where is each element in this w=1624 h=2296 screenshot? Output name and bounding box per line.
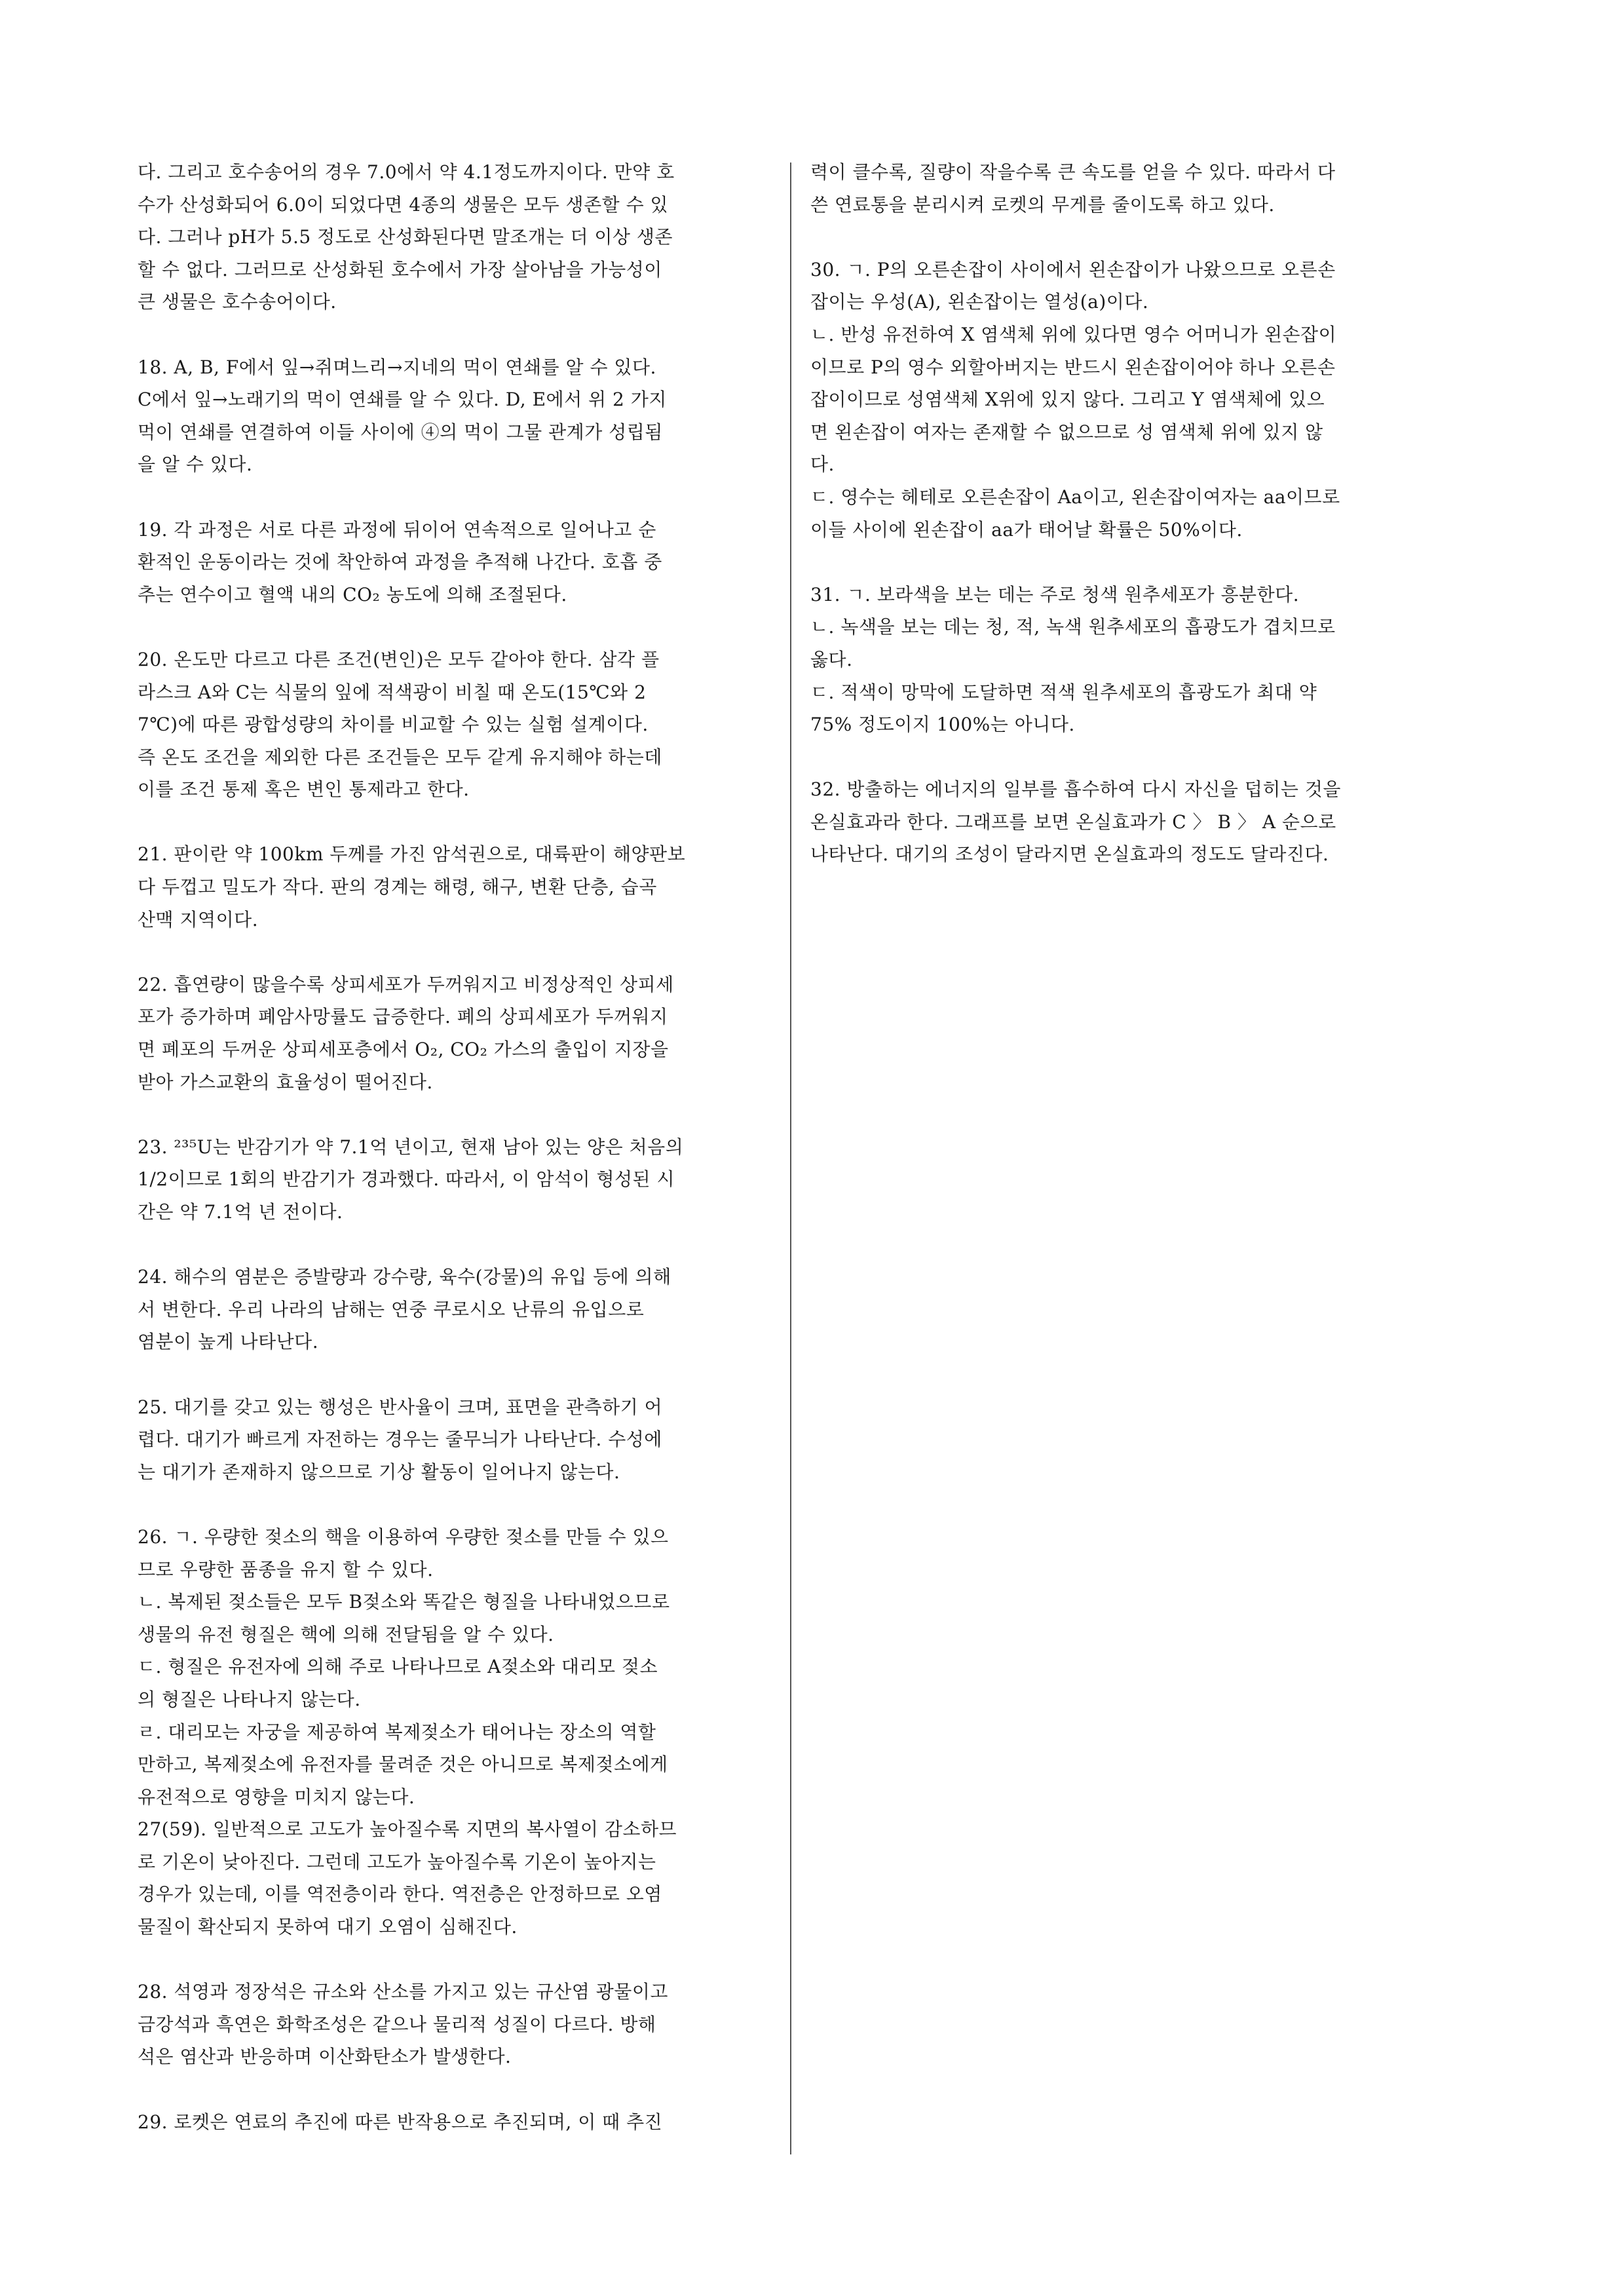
text-line: 력이 클수록, 질량이 작을수록 큰 속도를 얻을 수 있다. 따라서 다 — [810, 161, 1336, 183]
text-line: ㄷ. 형질은 유전자에 의해 주로 나타나므로 A젖소와 대리모 젖소 — [138, 1656, 658, 1678]
text-line: 25. 대기를 갖고 있는 행성은 반사율이 크며, 표면을 관측하기 어 — [138, 1396, 663, 1418]
text-line: C에서 잎→노래기의 먹이 연쇄를 알 수 있다. D, E에서 위 2 가지 — [138, 389, 667, 411]
answer-paragraph — [138, 1521, 770, 1813]
text-line: 경우가 있는데, 이를 역전층이라 한다. 역전층은 안정하므로 오염 — [138, 1883, 662, 1905]
text-line: 간은 약 7.1억 년 전이다. — [138, 1201, 343, 1223]
text-line: 환적인 운동이라는 것에 착안하여 과정을 추적해 나간다. 호흡 중 — [138, 551, 662, 573]
text-line: 즉 온도 조건을 제외한 다른 조건들은 모두 같게 유지해야 하는데 — [138, 746, 662, 768]
text-line: 19. 각 과정은 서로 다른 과정에 뒤이어 연속적으로 일어나고 순 — [138, 518, 656, 541]
text-line: 산맥 지역이다. — [138, 908, 259, 930]
text-line: 24. 해수의 염분은 증발량과 강수량, 육수(강물)의 유입 등에 의해 — [138, 1266, 671, 1288]
text-line: 28. 석영과 정장석은 규소와 산소를 가지고 있는 규산염 광물이고 — [138, 1981, 668, 2003]
text-line: 23. ²³⁵U는 반감기가 약 7.1억 년이고, 현재 남아 있는 양은 처음의 — [138, 1136, 684, 1158]
text-line: 생물의 유전 형질은 핵에 의해 전달됨을 알 수 있다. — [138, 1623, 554, 1645]
text-line: 21. 판이란 약 100km 두께를 가진 암석권으로, 대륙판이 해양판보 — [138, 843, 686, 866]
text-line: 을 알 수 있다. — [138, 453, 253, 476]
text-line: ㄴ. 복제된 젖소들은 모두 B젖소와 똑같은 형질을 나타내었으므로 — [138, 1591, 670, 1613]
text-line: 27(59). 일반적으로 고도가 높아질수록 지면의 복사열이 감소하므 — [138, 1818, 677, 1841]
text-line: 이므로 P의 영수 외할아버지는 반드시 왼손잡이어야 하나 오른손 — [810, 356, 1336, 378]
text-line: 잡이는 우성(A), 왼손잡이는 열성(a)이다. — [810, 291, 1149, 313]
text-line: ㄴ. 반성 유전하여 X 염색체 위에 있다면 영수 어머니가 왼손잡이 — [810, 323, 1337, 345]
text-line: 물질이 확산되지 못하여 대기 오염이 심해진다. — [138, 1916, 518, 1938]
text-line: 의 형질은 나타나지 않는다. — [138, 1688, 361, 1710]
text-line: 추는 연수이고 혈액 내의 CO₂ 농도에 의해 조절된다. — [138, 583, 567, 605]
text-line: 20. 온도만 다르고 다른 조건(변인)은 모두 같아야 한다. 삼각 플 — [138, 648, 660, 670]
answer-paragraph — [138, 838, 770, 936]
text-line: 나타난다. 대기의 조성이 달라지면 온실효과의 정도도 달라진다. — [810, 843, 1329, 866]
text-line: ㄷ. 적색이 망막에 도달하면 적색 원추세포의 흡광도가 최대 약 — [810, 681, 1317, 703]
text-line: 금강석과 흑연은 화학조성은 같으나 물리적 성질이 다르다. 방해 — [138, 2013, 656, 2035]
answer-paragraph — [810, 579, 1446, 741]
answer-paragraph — [810, 156, 1446, 221]
text-line: 큰 생물은 호수송어이다. — [138, 291, 337, 313]
left-column — [138, 156, 770, 2171]
answer-paragraph — [810, 254, 1446, 546]
text-line: 이들 사이에 왼손잡이 aa가 태어날 확률은 50%이다. — [810, 518, 1243, 541]
text-line: 먹이 연쇄를 연결하여 이들 사이에 ④의 먹이 그물 관계가 성립됨 — [138, 421, 663, 443]
text-line: 18. A, B, F에서 잎→쥐며느리→지네의 먹이 연쇄를 알 수 있다. — [138, 356, 656, 378]
text-line: 26. ㄱ. 우량한 젖소의 핵을 이용하여 우량한 젖소를 만들 수 있으 — [138, 1525, 669, 1548]
text-line: 로 기온이 낮아진다. 그런데 고도가 높아질수록 기온이 높아지는 — [138, 1850, 656, 1873]
answer-paragraph — [138, 2106, 770, 2139]
answer-paragraph — [138, 514, 770, 611]
text-line: 포가 증가하며 폐암사망률도 급증한다. 폐의 상피세포가 두꺼워지 — [138, 1006, 668, 1028]
answer-paragraph — [138, 1261, 770, 1358]
text-line: 라스크 A와 C는 식물의 잎에 적색광이 비칠 때 온도(15℃와 2 — [138, 681, 647, 703]
text-line: 7℃)에 따른 광합성량의 차이를 비교할 수 있는 실험 설계이다. — [138, 714, 649, 736]
answer-paragraph — [138, 156, 770, 318]
text-line: 서 변한다. 우리 나라의 남해는 연중 쿠로시오 난류의 유입으로 — [138, 1298, 645, 1320]
text-line: 1/2이므로 1회의 반감기가 경과했다. 따라서, 이 암석이 형성된 시 — [138, 1168, 675, 1191]
text-line: 므로 우량한 품종을 유지 할 수 있다. — [138, 1558, 434, 1580]
text-line: 31. ㄱ. 보라색을 보는 데는 주로 청색 원추세포가 흥분한다. — [810, 583, 1300, 605]
text-line: 만하고, 복제젖소에 유전자를 물려준 것은 아니므로 복제젖소에게 — [138, 1753, 668, 1776]
text-line: 다. 그리고 호수송어의 경우 7.0에서 약 4.1정도까지이다. 만약 호 — [138, 161, 675, 183]
text-line: 30. ㄱ. P의 오른손잡이 사이에서 왼손잡이가 나왔으므로 오른손 — [810, 258, 1336, 280]
text-line: 렵다. 대기가 빠르게 자전하는 경우는 줄무늬가 나타난다. 수성에 — [138, 1428, 662, 1451]
text-line: 염분이 높게 나타난다. — [138, 1331, 319, 1353]
answer-paragraph — [138, 968, 770, 1098]
text-line: 석은 염산과 반응하며 이산화탄소가 발생한다. — [138, 2046, 512, 2068]
column-divider — [790, 163, 791, 2154]
answer-paragraph — [138, 351, 770, 481]
answer-paragraph — [138, 1391, 770, 1489]
text-line: 는 대기가 존재하지 않으므로 기상 활동이 일어나지 않는다. — [138, 1461, 620, 1483]
text-line: 유전적으로 영향을 미치지 않는다. — [138, 1786, 415, 1808]
text-line: 수가 산성화되어 6.0이 되었다면 4종의 생물은 모두 생존할 수 있 — [138, 193, 669, 216]
text-line: 75% 정도이지 100%는 아니다. — [810, 714, 1075, 736]
text-line: 면 왼손잡이 여자는 존재할 수 없으므로 성 염색체 위에 있지 않 — [810, 421, 1323, 443]
text-line: 29. 로켓은 연료의 추진에 따른 반작용으로 추진되며, 이 때 추진 — [138, 2111, 663, 2133]
text-line: 다. — [810, 453, 835, 476]
text-line: 할 수 없다. 그러므로 산성화된 호수에서 가장 살아남을 가능성이 — [138, 258, 662, 280]
text-line: 잡이이므로 성염색체 X위에 있지 않다. 그리고 Y 염색체에 있으 — [810, 389, 1325, 411]
right-column — [810, 156, 1446, 904]
text-line: 받아 가스교환의 효율성이 떨어진다. — [138, 1071, 433, 1093]
text-line: 이를 조건 통제 혹은 변인 통제라고 한다. — [138, 778, 470, 801]
answer-paragraph — [138, 1813, 770, 1943]
text-line: 다 두껍고 밀도가 작다. 판의 경계는 해령, 해구, 변환 단층, 습곡 — [138, 876, 657, 898]
text-line: 쓴 연료통을 분리시켜 로켓의 무게를 줄이도록 하고 있다. — [810, 193, 1275, 216]
text-line: 다. 그러나 pH가 5.5 정도로 산성화된다면 말조개는 더 이상 생존 — [138, 226, 673, 248]
answer-paragraph — [810, 773, 1446, 871]
answer-paragraph — [138, 643, 770, 806]
answer-paragraph — [138, 1131, 770, 1229]
text-line: ㄴ. 녹색을 보는 데는 청, 적, 녹색 원추세포의 흡광도가 겹치므로 — [810, 616, 1336, 638]
text-line: ㄷ. 영수는 헤테로 오른손잡이 Aa이고, 왼손잡이여자는 aa이므로 — [810, 486, 1340, 508]
text-line: 22. 흡연량이 많을수록 상피세포가 두꺼워지고 비정상적인 상피세 — [138, 973, 674, 995]
text-line: 옳다. — [810, 648, 853, 670]
text-line: 32. 방출하는 에너지의 일부를 흡수하여 다시 자신을 덥히는 것을 — [810, 778, 1341, 801]
text-line: ㄹ. 대리모는 자궁을 제공하여 복제젖소가 태어나는 장소의 역할 — [138, 1721, 656, 1743]
answer-paragraph — [138, 1976, 770, 2073]
text-line: 온실효과라 한다. 그래프를 보면 온실효과가 C 〉 B 〉 A 순으로 — [810, 811, 1336, 833]
text-line: 면 폐포의 두꺼운 상피세포층에서 O₂, CO₂ 가스의 출입이 지장을 — [138, 1039, 669, 1061]
